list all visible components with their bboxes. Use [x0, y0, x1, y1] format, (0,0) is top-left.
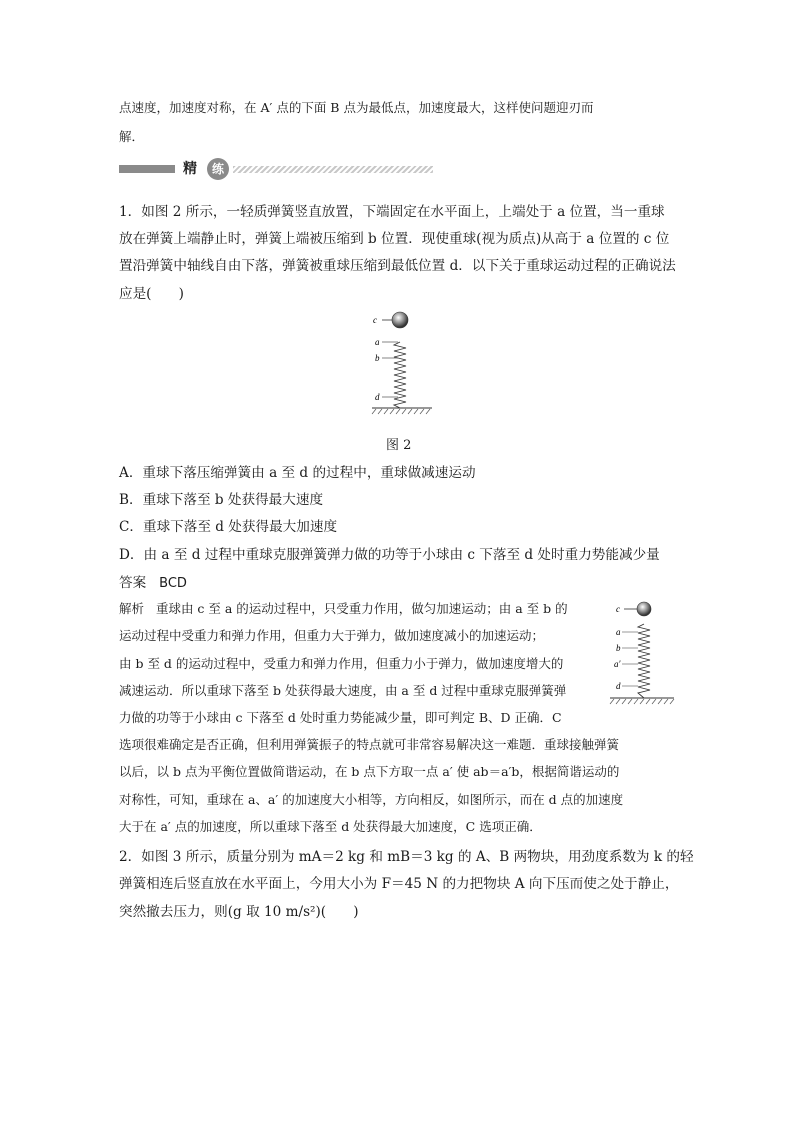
- fig2-label-c: c: [373, 315, 377, 325]
- ball-icon: [392, 312, 408, 328]
- banner-hatched-bar: [233, 166, 433, 173]
- q2-stem-line-1: 2．如图 3 所示，质量分别为 mA＝2 kg 和 mB＝3 kg 的 A、B 两物块，用劲度系数为 k 的轻: [119, 849, 694, 865]
- analysis-spring-icon: [638, 624, 650, 698]
- banner-title: 精: [183, 161, 197, 177]
- analysis-line-7: 以后，以 b 点为平衡位置做简谐运动，在 b 点下方取一点 a′ 使 ab＝a′b，根据简谐运动的: [119, 764, 620, 779]
- answer-label: 答案: [119, 575, 147, 591]
- banner-left-bar: [119, 165, 175, 173]
- analysis-line-1: [119, 599, 568, 617]
- q1-stem-line-2: 放在弹簧上端静止时，弹簧上端被压缩到 b 位置．现使重球(视为质点)从高于 a 位置的 c 位: [119, 231, 670, 247]
- q1-answer-row: [119, 571, 187, 591]
- spring-ball-figure: [368, 306, 438, 422]
- intro-line-1: 点速度，加速度对称，在 A′ 点的下面 B 点为最低点，加速度最大，这样使问题迎刃而: [119, 100, 594, 115]
- analysis-line-9: 大于在 a′ 点的加速度，所以重球下落至 d 处获得最大加速度，C 选项正确．: [119, 819, 542, 834]
- q1-stem-line-1: 1．如图 2 所示，一轻质弹簧竖直放置，下端固定在水平面上，上端处于 a 位置，当一重球: [119, 204, 665, 220]
- afig-label-a: a: [616, 627, 621, 637]
- spring-icon: [394, 342, 406, 408]
- q2-stem-line-3: 突然撤去压力，则(g 取 10 m/s²)( ): [119, 904, 359, 920]
- afig-label-b: b: [616, 643, 621, 653]
- q1-option-d: D．由 a 至 d 过程中重球克服弹簧弹力做的功等于小球由 c 下落至 d 处时重力势能减少量: [119, 547, 660, 563]
- q2-stem-line-2: 弹簧相连后竖直放在水平面上，今用大小为 F＝45 N 的力把物块 A 向下压而使之处于静止，: [119, 876, 679, 892]
- analysis-line-3: 由 b 至 d 的运动过程中，受重力和弹力作用，但重力小于弹力，做加速度增大的: [119, 656, 564, 671]
- afig-label-a-prime: a′: [614, 659, 621, 669]
- analysis-line-8: 对称性，可知，重球在 a、a′ 的加速度大小相等，方向相反，如图所示，而在 d 点的加速度: [119, 792, 624, 807]
- analysis-line-6: 选项很难确定是否正确，但利用弹簧振子的特点就可非常容易解决这一难题．重球接触弹簧: [119, 737, 620, 752]
- analysis-spring-figure: [608, 598, 678, 710]
- practice-section-banner: [119, 158, 439, 182]
- q1-option-c: C．重球下落至 d 处获得最大加速度: [119, 519, 338, 535]
- answer-value: BCD: [159, 576, 187, 591]
- q1-option-a: A．重球下落压缩弹簧由 a 至 d 的过程中，重球做减速运动: [119, 465, 476, 481]
- analysis-line-4: 减速运动．所以重球下落至 b 处获得最大速度，由 a 至 d 过程中重球克服弹簧弹: [119, 683, 567, 698]
- analysis-line-5: 力做的功等于小球由 c 下落至 d 处时重力势能减少量，即可判定 B、D 正确．C: [119, 710, 562, 725]
- fig2-label-d: d: [375, 392, 380, 402]
- fig2-label-a: a: [375, 337, 380, 347]
- fig2-label-b: b: [375, 353, 380, 363]
- q1-option-b: B．重球下落至 b 处获得最大速度: [119, 492, 324, 508]
- afig-label-c: c: [616, 604, 620, 614]
- afig-label-d: d: [616, 681, 621, 691]
- analysis-ball-icon: [637, 602, 651, 616]
- banner-badge: 练: [207, 158, 229, 180]
- q1-stem-line-3: 置沿弹簧中轴线自由下落，弹簧被重球压缩到最低位置 d．以下关于重球运动过程的正确说法: [119, 258, 676, 274]
- intro-line-2: 解．: [119, 129, 145, 144]
- analysis-label: 解析: [119, 601, 145, 616]
- q1-stem-line-4: 应是( ): [119, 286, 184, 302]
- analysis-text-1: 重球由 c 至 a 的运动过程中，只受重力作用，做匀加速运动；由 a 至 b 的: [155, 601, 568, 616]
- analysis-line-2: 运动过程中受重力和弹力作用，但重力大于弹力，做加速度减小的加速运动；: [119, 628, 545, 643]
- figure-2-caption: 图 2: [386, 438, 412, 453]
